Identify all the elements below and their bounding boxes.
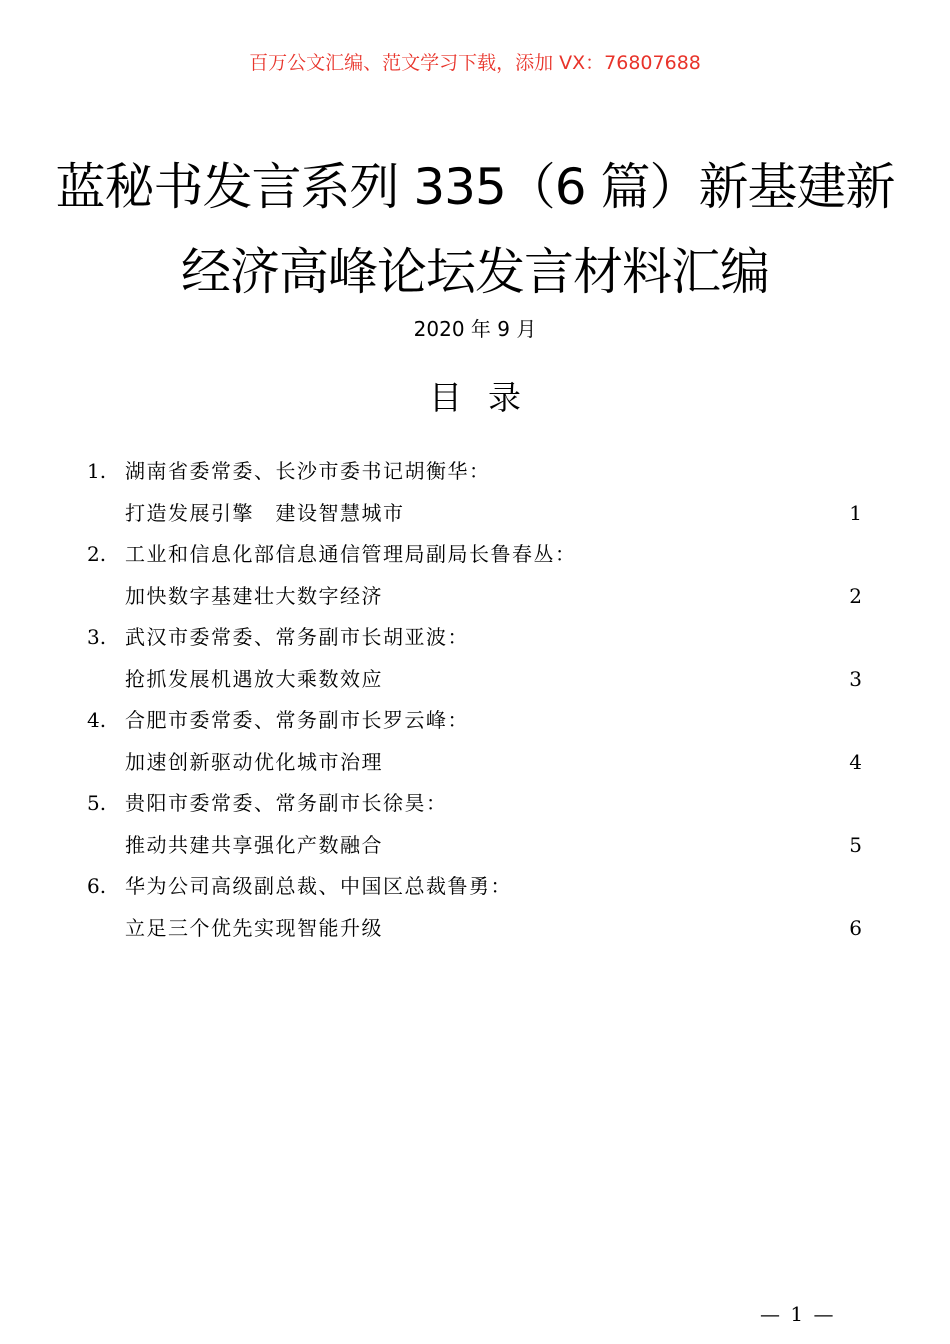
- toc-speaker: 华为公司高级副总裁、中国区总裁鲁勇：: [125, 874, 512, 898]
- toc-topic: 打造发展引擎 建设智慧城市: [125, 500, 405, 525]
- toc-page-number: 2: [849, 583, 862, 608]
- toc-number: 3.: [87, 625, 107, 649]
- toc-page-number: 5: [849, 832, 862, 857]
- toc-topic-line: [87, 495, 862, 537]
- toc-topic: 抢抓发展机遇放大乘数效应: [125, 666, 383, 691]
- toc-speaker-line: [87, 702, 862, 744]
- toc-entry[interactable]: [87, 785, 862, 868]
- document-title-line-1: 蓝秘书发言系列 335（6 篇）新基建新: [55, 158, 895, 216]
- toc-speaker: 武汉市委常委、常务副市长胡亚波：: [125, 625, 469, 649]
- toc-entry[interactable]: [87, 619, 862, 702]
- toc-topic: 加速创新驱动优化城市治理: [125, 749, 383, 774]
- toc-speaker-line: [87, 785, 862, 827]
- toc-page-number: 6: [849, 915, 862, 940]
- toc-speaker-line: [87, 453, 862, 495]
- toc-page-number: 1: [849, 500, 862, 525]
- document-title-line-2: 经济高峰论坛发言材料汇编: [181, 243, 769, 301]
- toc-number: 5.: [87, 791, 107, 815]
- toc-speaker-line: [87, 619, 862, 661]
- footer-page-number: — 1 —: [760, 1302, 836, 1326]
- toc-page-number: 4: [849, 749, 862, 774]
- toc-heading: 目录: [429, 378, 547, 417]
- toc-speaker: 工业和信息化部信息通信管理局副局长鲁春丛：: [125, 542, 577, 566]
- toc-number: 4.: [87, 708, 107, 732]
- toc-page-number: 3: [849, 666, 862, 691]
- document-date: 2020 年 9 月: [413, 317, 537, 341]
- toc-topic-line: [87, 661, 862, 703]
- toc-entry[interactable]: [87, 868, 862, 951]
- table-of-contents: [87, 453, 862, 951]
- toc-speaker: 贵阳市委常委、常务副市长徐昊：: [125, 791, 448, 815]
- toc-speaker-line: [87, 868, 862, 910]
- toc-topic: 立足三个优先实现智能升级: [125, 915, 383, 940]
- toc-entry[interactable]: [87, 453, 862, 536]
- toc-speaker-line: [87, 536, 862, 578]
- toc-topic-line: [87, 744, 862, 786]
- toc-number: 1.: [87, 459, 107, 483]
- toc-topic-line: [87, 910, 862, 952]
- watermark-header-note: 百万公文汇编、范文学习下载，添加 VX：76807688: [249, 52, 701, 74]
- toc-topic: 推动共建共享强化产数融合: [125, 832, 383, 857]
- toc-topic-line: [87, 578, 862, 620]
- toc-topic-line: [87, 827, 862, 869]
- toc-speaker: 合肥市委常委、常务副市长罗云峰：: [125, 708, 469, 732]
- toc-number: 6.: [87, 874, 107, 898]
- toc-speaker: 湖南省委常委、长沙市委书记胡衡华：: [125, 459, 491, 483]
- toc-number: 2.: [87, 542, 107, 566]
- toc-entry[interactable]: [87, 702, 862, 785]
- toc-entry[interactable]: [87, 536, 862, 619]
- toc-topic: 加快数字基建壮大数字经济: [125, 583, 383, 608]
